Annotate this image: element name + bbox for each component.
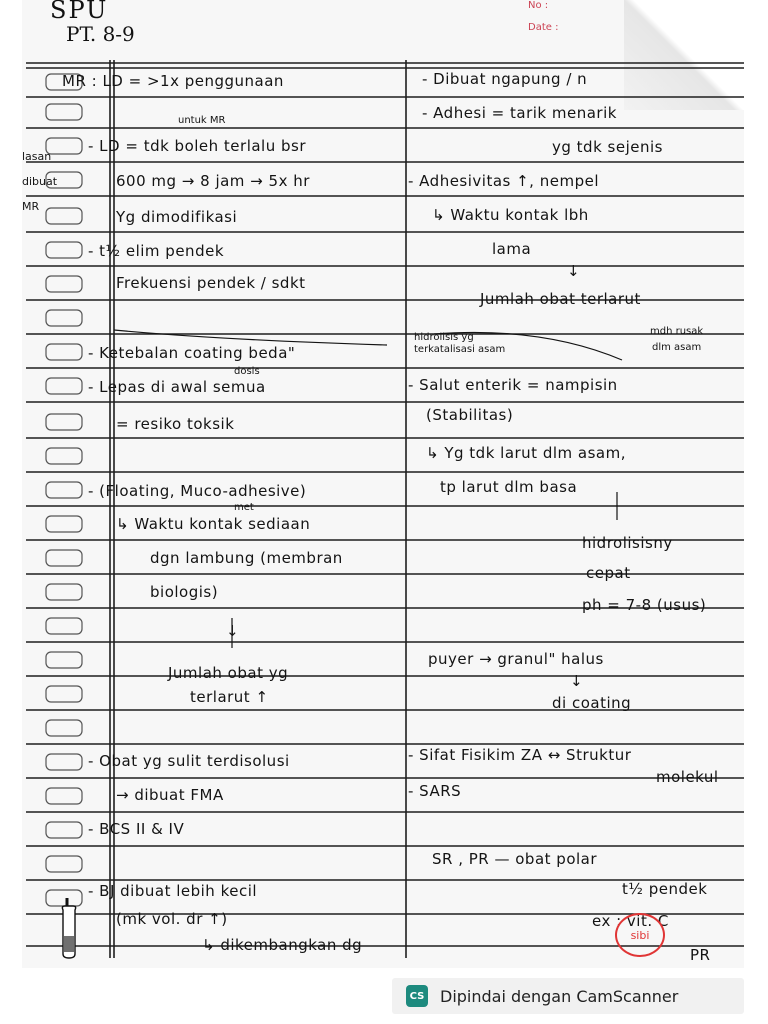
note-line: puyer → granul" halus xyxy=(428,650,604,668)
page-title: SPU xyxy=(50,0,109,24)
note-line: MR : LD = >1x penggunaan xyxy=(62,72,284,90)
note-line: lama xyxy=(492,240,532,258)
note-line: hidrolisis yg xyxy=(414,332,474,343)
note-line: - Obat yg sulit terdisolusi xyxy=(88,752,290,770)
note-line: ↓ xyxy=(226,622,240,640)
note-line: (Stabilitas) xyxy=(426,406,514,424)
note-line: t½ pendek xyxy=(622,880,708,898)
note-line: PR xyxy=(690,946,711,964)
date-label: Date : xyxy=(528,22,559,33)
no-label: No : xyxy=(528,0,549,11)
note-line: ↳ Waktu kontak lbh xyxy=(432,206,589,224)
note-line: yg tdk sejenis xyxy=(552,138,663,156)
note-line: terkatalisasi asam xyxy=(414,344,506,355)
bottle-icon xyxy=(58,898,80,960)
note-line: mdh rusak xyxy=(650,326,704,337)
note-line: - Ketebalan coating beda" xyxy=(88,344,296,362)
camscanner-logo-icon: CS xyxy=(406,985,428,1007)
note-line: dgn lambung (membran xyxy=(150,549,343,567)
note-line: ↓ xyxy=(567,262,581,280)
note-line: = resiko toksik xyxy=(116,415,235,433)
note-line: ↓ xyxy=(570,672,584,690)
note-line: ph = 7-8 (usus) xyxy=(582,596,707,614)
margin-note: lasan xyxy=(22,150,52,163)
note-line: - (Floating, Muco-adhesive) xyxy=(88,482,307,500)
note-line: - Adhesi = tarik menarik xyxy=(422,104,617,122)
note-line: - Dibuat ngapung / n xyxy=(422,70,588,88)
notebook-page xyxy=(22,0,744,968)
note-line: di coating xyxy=(552,694,632,712)
note-line: biologis) xyxy=(150,583,219,601)
note-line: dlm asam xyxy=(652,342,702,353)
note-line: ↳ dikembangkan dg xyxy=(202,936,363,954)
note-line: ↳ Yg tdk larut dlm asam, xyxy=(426,444,626,462)
note-line: dosis xyxy=(234,366,260,377)
margin-note: MR xyxy=(22,200,40,213)
note-line: - SARS xyxy=(408,782,462,800)
note-line: ex : vit. C xyxy=(592,912,669,930)
note-line: - Lepas di awal semua xyxy=(88,378,266,396)
note-line: Yg dimodifikasi xyxy=(116,208,238,226)
meeting-label: PT. 8-9 xyxy=(66,22,135,46)
margin-note: dibuat xyxy=(22,175,58,188)
note-line: Jumlah obat yg xyxy=(168,664,289,682)
camscanner-caption: Dipindai dengan CamScanner xyxy=(440,986,679,1006)
note-line: - Sifat Fisikim ZA ↔ Struktur xyxy=(408,746,632,764)
note-line: - LD = tdk boleh terlalu bsr xyxy=(88,137,307,155)
note-line: Frekuensi pendek / sdkt xyxy=(116,274,306,292)
note-line: 600 mg → 8 jam → 5x hr xyxy=(116,172,310,190)
camscanner-watermark xyxy=(392,978,744,1014)
note-line: - Adhesivitas ↑, nempel xyxy=(408,172,599,190)
note-line: tp larut dlm basa xyxy=(440,478,578,496)
note-line: molekul xyxy=(656,768,719,786)
note-line: terlarut ↑ xyxy=(190,688,269,706)
note-line: ↳ Waktu kontak sediaan xyxy=(116,515,311,533)
note-line: SR , PR — obat polar xyxy=(432,850,598,868)
note-line: (mk vol. dr ↑) xyxy=(116,910,228,928)
note-line: - Salut enterik = nampisin xyxy=(408,376,618,394)
note-line: met xyxy=(234,502,254,513)
note-line: → dibuat FMA xyxy=(116,786,224,804)
note-line: untuk MR xyxy=(178,115,226,126)
note-line: - BJ dibuat lebih kecil xyxy=(88,882,258,900)
note-line: cepat xyxy=(586,564,631,582)
note-line: - t½ elim pendek xyxy=(88,242,225,260)
note-line: Jumlah obat terlarut xyxy=(480,290,641,308)
red-stamp: sibi xyxy=(615,913,665,957)
note-line: - BCS II & IV xyxy=(88,820,185,838)
note-line: hidrolisisny xyxy=(582,534,673,552)
